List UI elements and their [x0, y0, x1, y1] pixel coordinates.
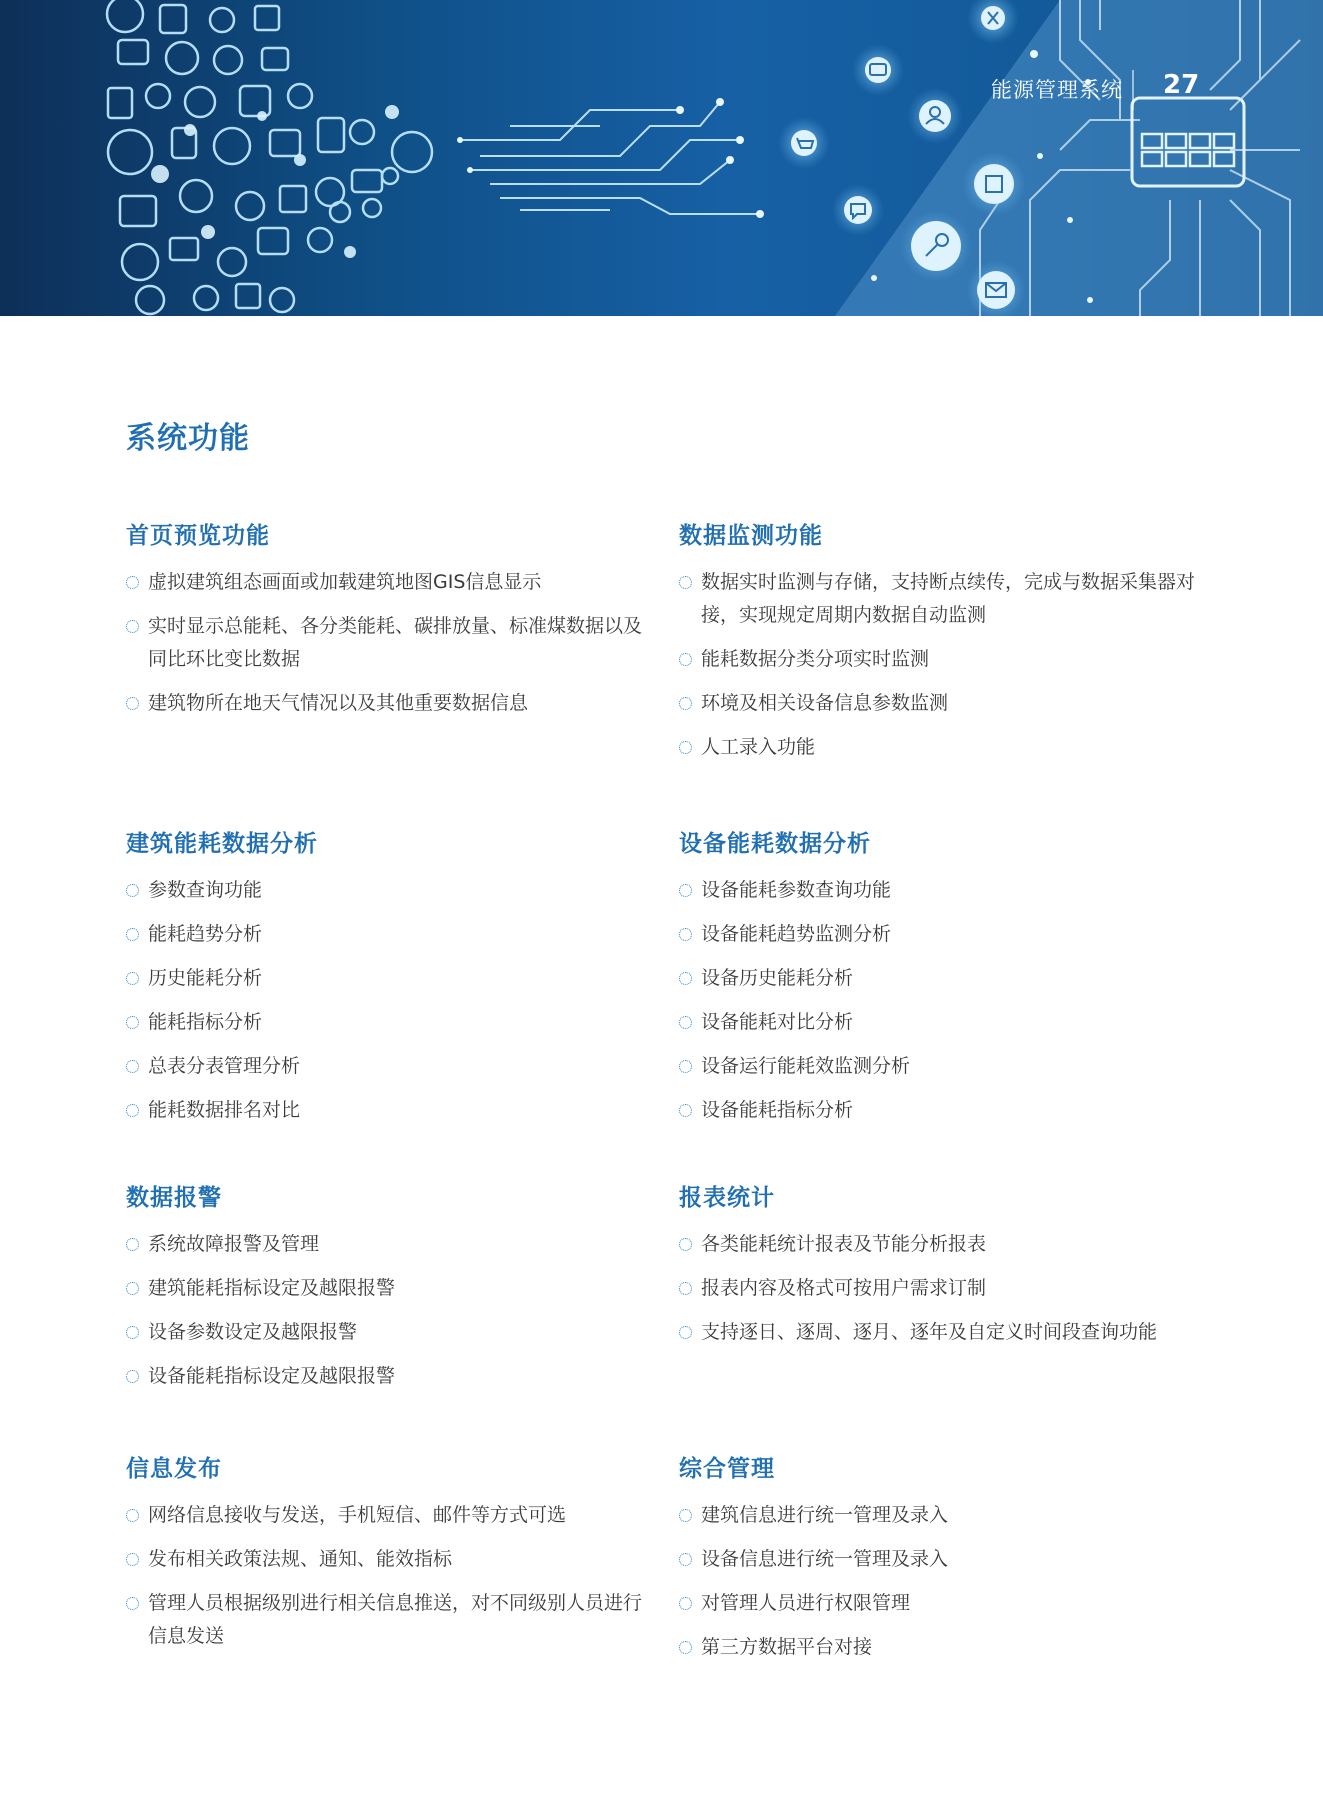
feature-list [126, 1499, 646, 1653]
feature-list [679, 1228, 1199, 1349]
list-item-text: 管理人员根据级别进行相关信息推送，对不同级别人员进行信息发送 [148, 1592, 643, 1647]
list-item-text: 历史能耗分析 [148, 967, 263, 989]
list-item [679, 1272, 1199, 1305]
list-item [126, 1543, 646, 1576]
circle-bullet-icon [126, 620, 139, 633]
list-item [679, 962, 1199, 995]
list-item-text: 发布相关政策法规、通知、能效指标 [148, 1548, 453, 1570]
list-item-text: 建筑能耗指标设定及越限报警 [148, 1277, 396, 1299]
circle-bullet-icon [679, 1282, 692, 1295]
feature-list [126, 566, 646, 720]
list-item-text: 设备信息进行统一管理及录入 [701, 1548, 949, 1570]
circle-bullet-icon [679, 928, 692, 941]
list-item [126, 1316, 646, 1349]
circle-bullet-icon [679, 697, 692, 710]
list-item-text: 参数查询功能 [148, 879, 263, 901]
list-item [126, 610, 646, 676]
circle-bullet-icon [126, 1060, 139, 1073]
list-item [126, 1006, 646, 1039]
circle-bullet-icon [679, 1509, 692, 1522]
circle-bullet-icon [679, 741, 692, 754]
banner-illustration [0, 0, 1323, 316]
feature-list [679, 1499, 1199, 1664]
list-item [679, 1587, 1199, 1620]
feature-list [126, 874, 646, 1127]
circle-bullet-icon [126, 1326, 139, 1339]
section-information-release [126, 1454, 646, 1664]
circle-bullet-icon [126, 576, 139, 589]
section-title: 信息发布 [126, 1456, 222, 1482]
list-item [679, 643, 1199, 676]
circle-bullet-icon [679, 1104, 692, 1117]
section-title: 数据报警 [126, 1185, 222, 1211]
section-equipment-energy-analysis [679, 829, 1199, 1138]
circle-bullet-icon [126, 1553, 139, 1566]
list-item [126, 566, 646, 599]
list-item-text: 能耗数据分类分项实时监测 [701, 648, 930, 670]
list-item [679, 566, 1199, 632]
list-item [679, 687, 1199, 720]
circle-bullet-icon [126, 1509, 139, 1522]
list-item [679, 1094, 1199, 1127]
list-item-text: 人工录入功能 [701, 736, 816, 758]
list-item-text: 设备能耗对比分析 [701, 1011, 854, 1033]
list-item [679, 731, 1199, 764]
section-title: 综合管理 [679, 1456, 775, 1482]
section-homepage-preview [126, 521, 646, 731]
circle-bullet-icon [126, 1370, 139, 1383]
circle-bullet-icon [126, 1104, 139, 1117]
page-heading: 系统功能 [126, 421, 250, 456]
list-item-text: 环境及相关设备信息参数监测 [701, 692, 949, 714]
list-item [679, 1050, 1199, 1083]
list-item [679, 1543, 1199, 1576]
section-data-alarm [126, 1183, 646, 1404]
circle-bullet-icon [126, 972, 139, 985]
list-item-text: 报表内容及格式可按用户需求订制 [701, 1277, 987, 1299]
circle-bullet-icon [679, 1060, 692, 1073]
feature-list [679, 566, 1199, 764]
circle-bullet-icon [126, 884, 139, 897]
list-item-text: 设备能耗趋势监测分析 [701, 923, 892, 945]
list-item-text: 支持逐日、逐周、逐月、逐年及自定义时间段查询功能 [701, 1321, 1158, 1343]
circle-bullet-icon [126, 697, 139, 710]
list-item [126, 874, 646, 907]
list-item [126, 1587, 646, 1653]
list-item-text: 数据实时监测与存储，支持断点续传，完成与数据采集器对接，实现规定周期内数据自动监测 [701, 571, 1196, 626]
document-title: 能源管理系统 [991, 78, 1123, 102]
list-item-text: 设备能耗指标设定及越限报警 [148, 1365, 396, 1387]
list-item-text: 设备参数设定及越限报警 [148, 1321, 358, 1343]
circle-bullet-icon [679, 1238, 692, 1251]
data-lines [460, 102, 760, 214]
list-item-text: 建筑物所在地天气情况以及其他重要数据信息 [148, 692, 529, 714]
list-item-text: 系统故障报警及管理 [148, 1233, 320, 1255]
list-item-text: 对管理人员进行权限管理 [701, 1592, 911, 1614]
list-item [679, 918, 1199, 951]
circle-bullet-icon [126, 928, 139, 941]
feature-list [679, 874, 1199, 1127]
section-title: 设备能耗数据分析 [679, 831, 871, 857]
list-item [679, 1499, 1199, 1532]
list-item-text: 建筑信息进行统一管理及录入 [701, 1504, 949, 1526]
list-item [126, 918, 646, 951]
list-item-text: 设备能耗参数查询功能 [701, 879, 892, 901]
section-title: 报表统计 [679, 1185, 775, 1211]
list-item [679, 874, 1199, 907]
list-item [126, 1228, 646, 1261]
list-item [679, 1228, 1199, 1261]
list-item-text: 实时显示总能耗、各分类能耗、碳排放量、标准煤数据以及同比环比变比数据 [148, 615, 643, 670]
list-item-text: 各类能耗统计报表及节能分析报表 [701, 1233, 987, 1255]
icon-cluster [107, 0, 432, 314]
list-item [126, 1094, 646, 1127]
list-item [679, 1316, 1199, 1349]
list-item [126, 1050, 646, 1083]
circle-bullet-icon [679, 1641, 692, 1654]
list-item-text: 能耗指标分析 [148, 1011, 263, 1033]
section-integrated-management [679, 1454, 1199, 1675]
circle-bullet-icon [679, 884, 692, 897]
list-item-text: 设备运行能耗效监测分析 [701, 1055, 911, 1077]
list-item [126, 1360, 646, 1393]
list-item [126, 1499, 646, 1532]
list-item-text: 设备历史能耗分析 [701, 967, 854, 989]
header-banner [0, 0, 1323, 316]
list-item-text: 能耗趋势分析 [148, 923, 263, 945]
circle-bullet-icon [126, 1282, 139, 1295]
list-item [126, 687, 646, 720]
list-item-text: 网络信息接收与发送，手机短信、邮件等方式可选 [148, 1504, 567, 1526]
circle-bullet-icon [679, 576, 692, 589]
list-item-text: 设备能耗指标分析 [701, 1099, 854, 1121]
section-building-energy-analysis [126, 829, 646, 1138]
list-item-text: 总表分表管理分析 [148, 1055, 301, 1077]
section-title: 数据监测功能 [679, 523, 823, 549]
section-report-statistics [679, 1183, 1199, 1360]
circle-bullet-icon [126, 1597, 139, 1610]
list-item [126, 1272, 646, 1305]
section-title: 首页预览功能 [126, 523, 270, 549]
list-item [679, 1631, 1199, 1664]
page-number: 27 [1163, 70, 1200, 100]
list-item [679, 1006, 1199, 1039]
circle-bullet-icon [126, 1238, 139, 1251]
circle-bullet-icon [126, 1016, 139, 1029]
circle-bullet-icon [679, 653, 692, 666]
circle-bullet-icon [679, 1597, 692, 1610]
section-title: 建筑能耗数据分析 [126, 831, 318, 857]
list-item-text: 能耗数据排名对比 [148, 1099, 301, 1121]
circle-bullet-icon [679, 1016, 692, 1029]
list-item-text: 虚拟建筑组态画面或加载建筑地图GIS信息显示 [148, 571, 542, 593]
circle-bullet-icon [679, 1553, 692, 1566]
circle-bullet-icon [679, 972, 692, 985]
feature-list [126, 1228, 646, 1393]
list-item [126, 962, 646, 995]
section-data-monitoring [679, 521, 1199, 775]
list-item-text: 第三方数据平台对接 [701, 1636, 873, 1658]
circle-bullet-icon [679, 1326, 692, 1339]
